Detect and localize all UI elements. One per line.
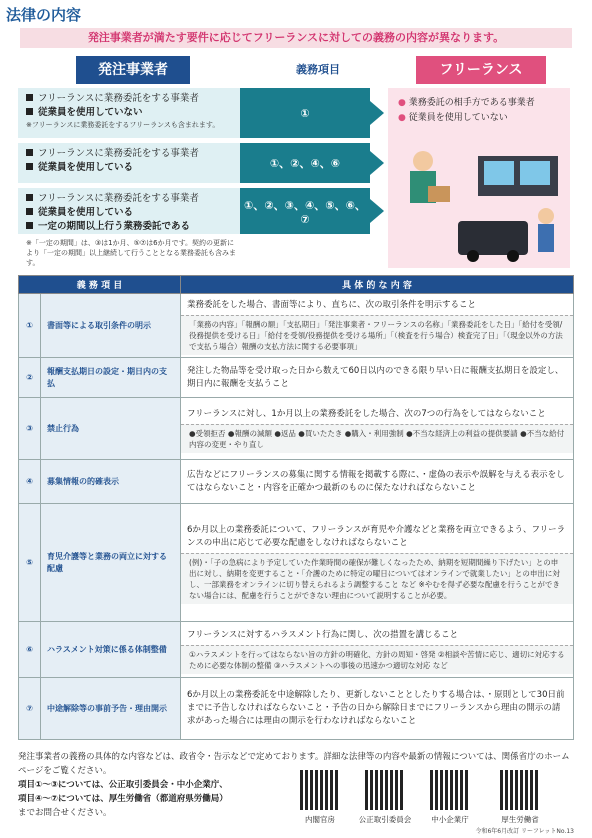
duty-number: ③: [19, 398, 41, 460]
arrow-icon: [370, 199, 384, 223]
qr-label: 中小企業庁: [431, 815, 469, 824]
duty-item: ハラスメント対策に係る体制整備: [41, 622, 181, 678]
footer-line: 項目①～③については、公正取引委員会・中小企業庁、: [18, 780, 228, 790]
footer-line: 発注事業者の義務の具体的な内容などは、政省令・告示などで定めております。詳細な法律等の内容や最新の情報については、関係省庁のホームページをご覧ください。: [18, 752, 570, 776]
duty-item: 育児介護等と業務の両立に対する配慮: [41, 504, 181, 622]
case-line: フリーランスに業務委託をする事業者: [38, 193, 199, 204]
footer-line: までお問合せください。: [18, 808, 112, 818]
qr-label: 内閣官房: [305, 815, 335, 824]
qr-code[interactable]: [365, 770, 405, 810]
freelance-condition: ● 従業員を使用していない: [398, 111, 560, 126]
duty-number: ④: [19, 460, 41, 504]
case-note: ※フリーランスに業務委託をするフリーランスも含まれます。: [26, 121, 220, 129]
duty-main: フリーランスに対し、1か月以上の業務委託をした場合、次の7つの行為をしてはならないこと: [187, 408, 546, 419]
document-number: 令和6年6月改訂 リーフレットNo.13: [475, 828, 574, 835]
qr-code[interactable]: [300, 770, 340, 810]
duty-main: フリーランスに対するハラスメント行為に関し、次の措置を講じること: [187, 629, 459, 640]
duties-case-1: ①: [240, 88, 370, 138]
header-duties: 義務項目: [296, 63, 340, 76]
footer-note: [18, 750, 574, 820]
duty-item: 募集情報の的確表示: [41, 460, 181, 504]
case-line: 従業員を使用している: [38, 207, 134, 218]
client-case-1: [18, 88, 240, 138]
page-title: 法律の内容: [6, 6, 82, 24]
header-freelance: フリーランス: [416, 56, 546, 84]
arrow-icon: [370, 151, 384, 175]
col-content: 具 体 的 な 内 容: [181, 276, 574, 294]
qr-code[interactable]: [430, 770, 470, 810]
duty-detail: (例)・「子の急病により予定していた作業時間の確保が難しくなったため、納期を短期間繰り下げたい」との申出に対し、納期を変更すること・「介護のために特定の曜日についてはオンラインで就業したい」との申出に対し、一部業務をオンラインに切り替えられるよう調整すること など ※やむを得ず必要な配慮を行うことができない場合には、配慮を行うことができない理由について説明することが必要。: [181, 553, 573, 604]
duty-number: ⑤: [19, 504, 41, 622]
arrow-icon: [370, 101, 384, 125]
duty-number: ⑦: [19, 678, 41, 740]
duty-number: ①: [19, 294, 41, 358]
case-3-note: ※「一定の期間」は、③は1か月、⑤⑦は6か月です。契約の更新により「一定の期間」以上継続して行うこととなる業務委託も含みます。: [26, 239, 236, 267]
case-line: 一定の期間以上行う業務委託である: [38, 221, 191, 232]
duty-main: 発注した物品等を受け取った日から数えて60日以内のできる限り早い日に報酬支払期日を設定し、期日内に報酬を支払うこと: [187, 365, 564, 389]
footer-line: 項目④～⑦については、厚生労働省（都道府県労働局）: [18, 794, 228, 804]
duty-detail: ①ハラスメントを行ってはならない旨の方針の明確化、方針の周知・啓発 ②相談や苦情に応じ、適切に対応するために必要な体制の整備 ③ハラスメントへの事後の迅速かつ適切な対応 など: [181, 645, 573, 674]
duties-case-3: ①、②、③、④、⑤、⑥、⑦: [240, 188, 370, 234]
duty-main: 6か月以上の業務委託について、フリーランスが育児や介護などと業務を両立できるよう、フリーランスの申出に応じて必要な配慮をしなければならないこと: [187, 525, 566, 548]
duty-item: 中途解除等の事前予告・理由開示: [41, 678, 181, 740]
duty-main: 広告などにフリーランスの募集に関する情報を掲載する際に、・虚偽の表示や誤解を与える表示をしてはならないこと・内容を正確かつ最新のものに保たなければならないこと: [187, 469, 565, 493]
freelancer-illustration: [388, 136, 570, 266]
duty-number: ⑥: [19, 622, 41, 678]
duty-detail: ●受領拒否 ●報酬の減額 ●返品 ●買いたたき ●購入・利用強制 ●不当な経済上の利益の提供要請 ●不当な給付内容の変更・やり直し: [181, 424, 573, 453]
client-case-2: [18, 143, 240, 183]
col-item: 義 務 項 目: [19, 276, 181, 294]
duties-case-2: ①、②、④、⑥: [240, 143, 370, 183]
freelance-condition: ● 業務委託の相手方である事業者: [398, 96, 560, 111]
qr-label: 厚生労働省: [501, 815, 539, 824]
duty-main: 業務委託をした場合、書面等により、直ちに、次の取引条件を明示すること: [187, 300, 477, 310]
subtitle-banner: 発注事業者が満たす要件に応じてフリーランスに対しての義務の内容が異なります。: [20, 28, 572, 48]
freelance-panel: [388, 88, 570, 268]
case-line: フリーランスに業務委託をする事業者: [38, 93, 199, 104]
qr-label: 公正取引委員会: [358, 815, 412, 824]
case-line: 従業員を使用している: [38, 162, 134, 173]
case-line: 従業員を使用していない: [38, 107, 143, 118]
duty-item: 書面等による取引条件の明示: [41, 294, 181, 358]
case-line: フリーランスに業務委託をする事業者: [38, 148, 199, 159]
duty-item: 報酬支払期日の設定・期日内の支払: [41, 358, 181, 398]
duty-main: 6か月以上の業務委託を中途解除したり、更新しないこととしたりする場合は、・原則として30日前までに予告しなければならないこと・予告の日から解除日までにフリーランスから理由の開示の請求があった場合には理由の開示を行わなければならないこと: [187, 690, 565, 726]
duty-item: 禁止行為: [41, 398, 181, 460]
duty-detail: 「業務の内容」「報酬の額」「支払期日」「発注事業者・フリーランスの名称」「業務委託をした日」「給付を受領/役務提供を受ける日」「給付を受領/役務提供を受ける場所」「（検査を行う場合）検査完了日」「（現金以外の方法で支払う場合）報酬の支払方法に関する必要事項」: [181, 315, 573, 355]
header-client: 発注事業者: [76, 56, 190, 84]
duty-number: ②: [19, 358, 41, 398]
qr-code[interactable]: [500, 770, 540, 810]
client-case-3: [18, 188, 240, 234]
duties-table: [18, 275, 574, 740]
